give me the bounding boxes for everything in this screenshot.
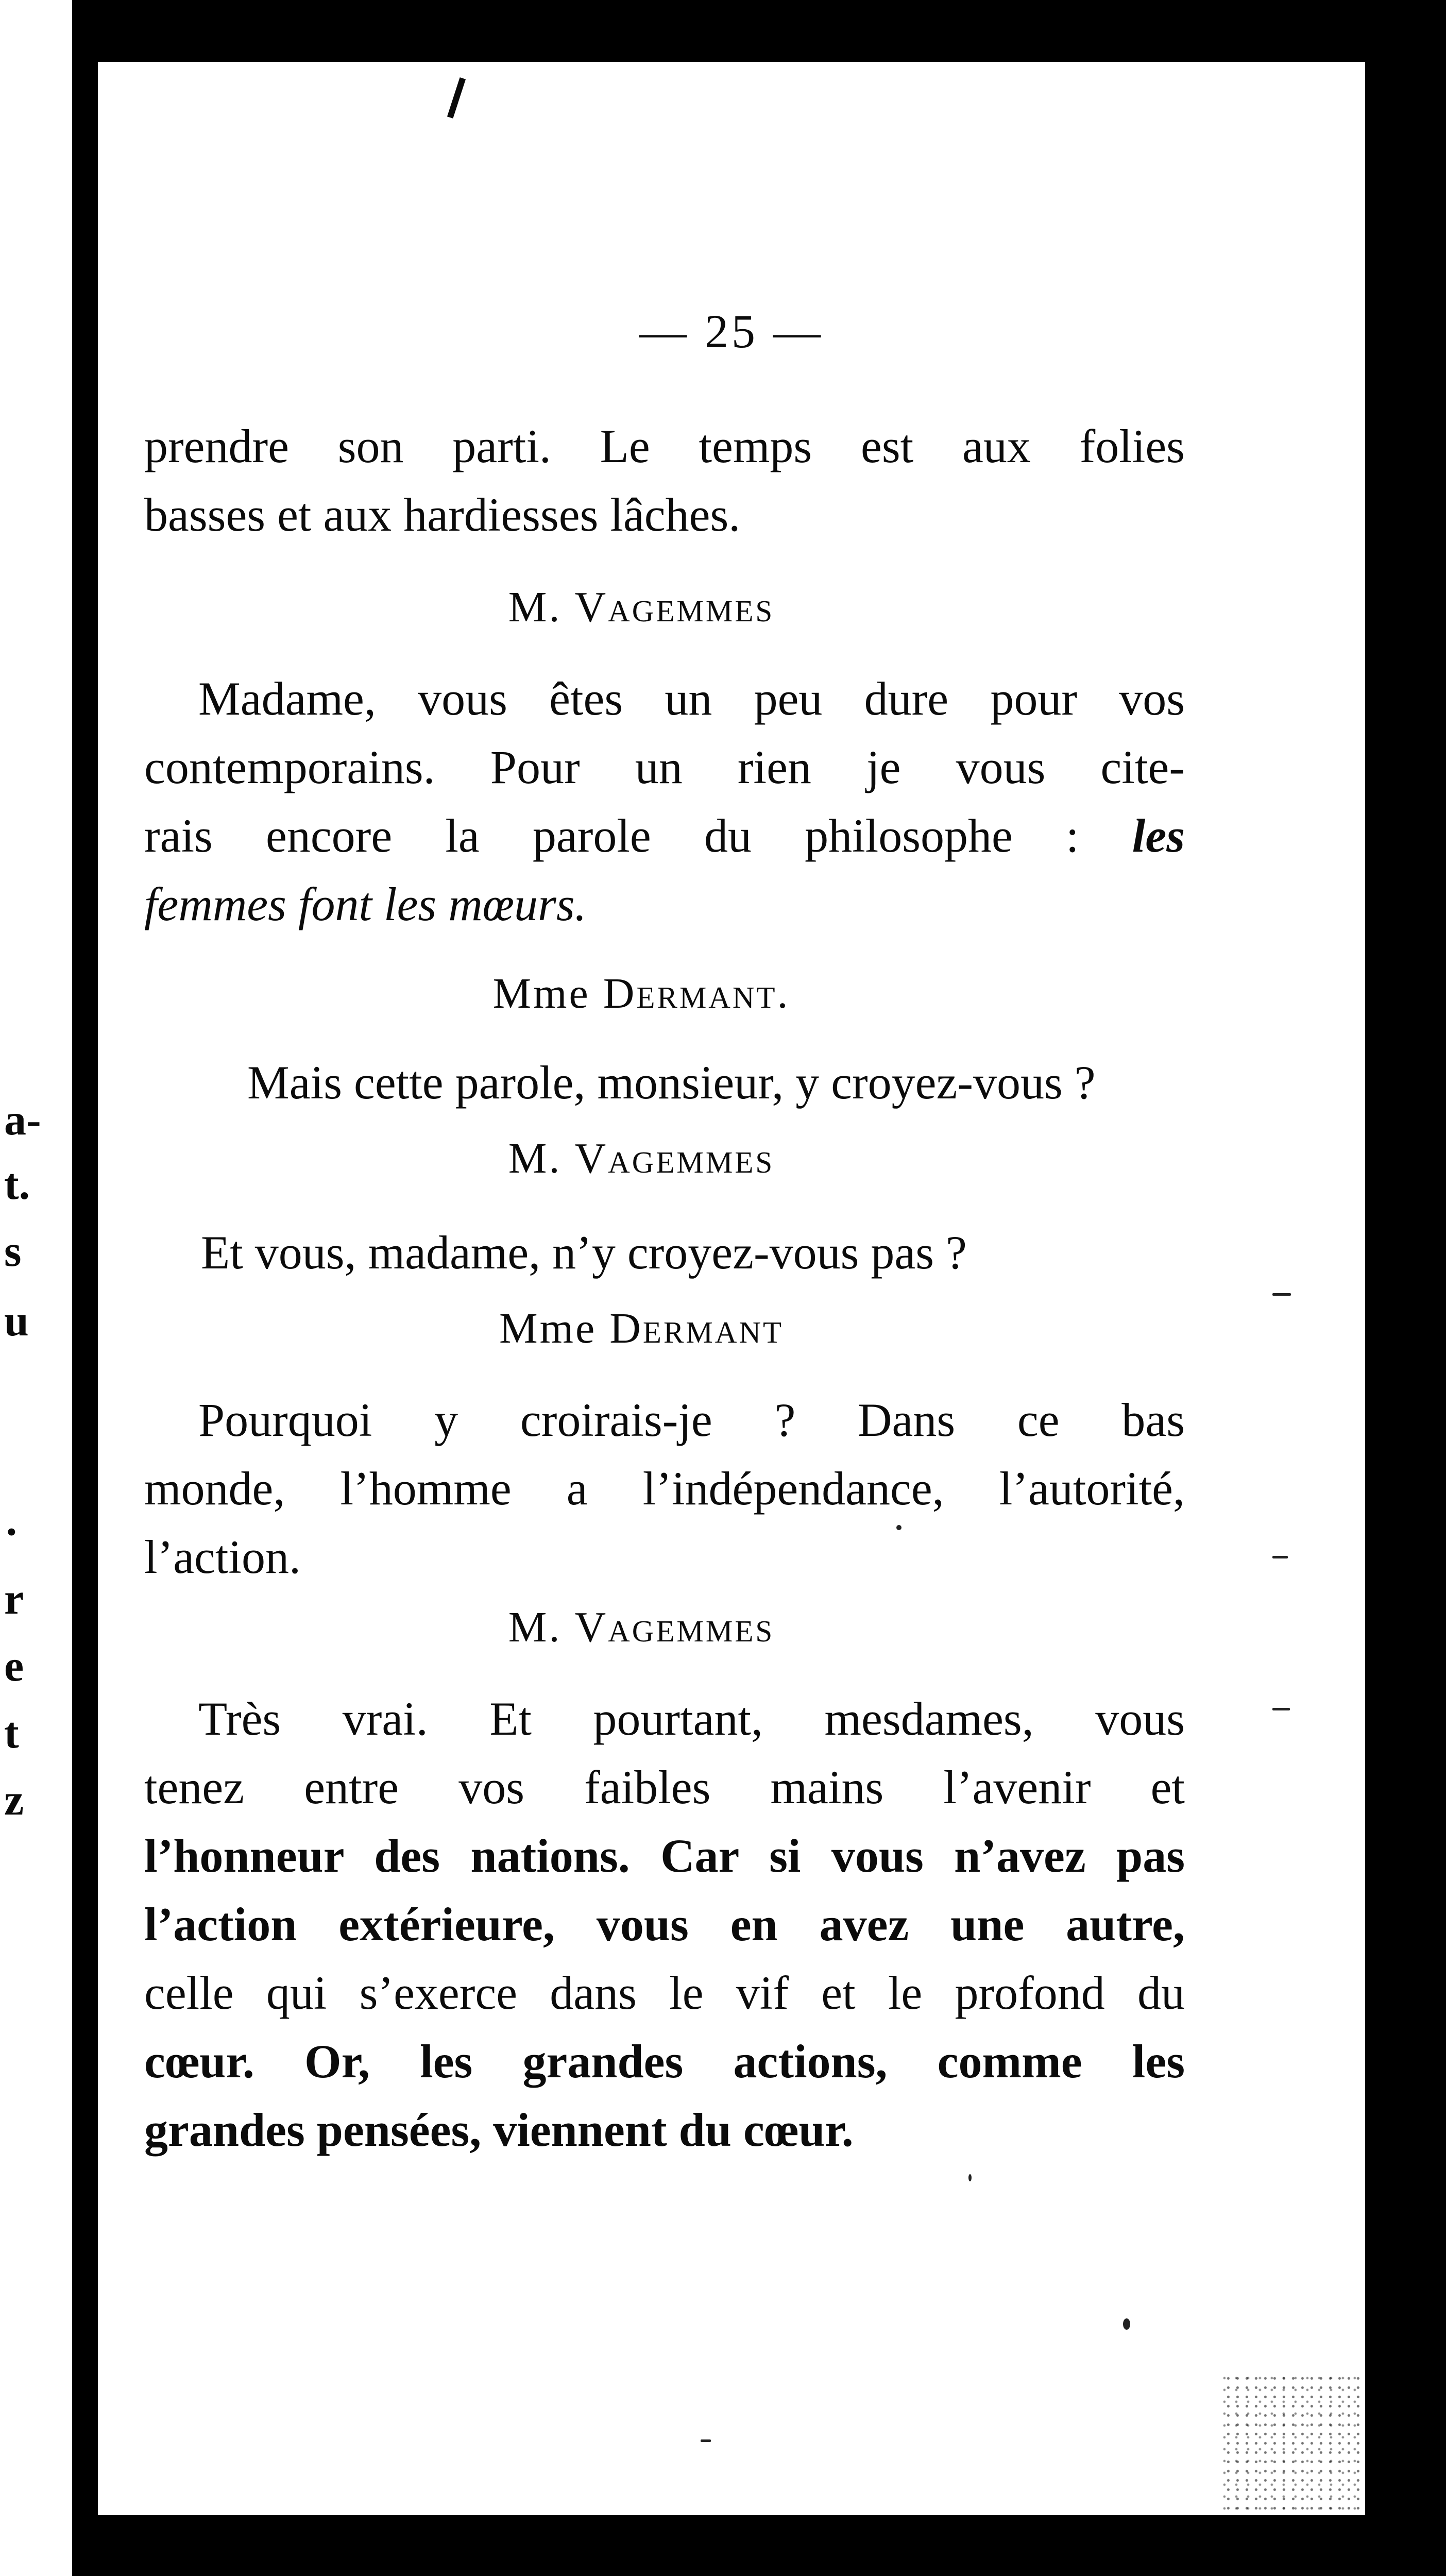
margin-fragment: r xyxy=(4,1574,24,1623)
paragraph xyxy=(144,1685,1185,2164)
speaker-prefix: Mme xyxy=(499,1304,597,1352)
text-line: Madame, vous êtes un peu dure pour vos xyxy=(198,672,1185,725)
adjacent-page-edge xyxy=(0,0,72,2576)
margin-fragment: a- xyxy=(4,1095,41,1144)
paragraph xyxy=(144,665,1185,939)
text-line: l’action. xyxy=(144,1531,301,1583)
speaker-heading xyxy=(98,969,1185,1019)
paragraph xyxy=(144,1048,1185,1117)
scan-speckle xyxy=(968,2174,972,2181)
paragraph xyxy=(144,412,1185,549)
text-line: cœur. Or, les grandes actions, comme les xyxy=(144,2035,1185,2088)
scan-mark xyxy=(447,77,466,118)
scan-speckle xyxy=(896,1525,901,1530)
margin-fragment: e xyxy=(4,1641,24,1690)
paragraph xyxy=(144,1218,1185,1287)
speaker-name: Dermant. xyxy=(603,970,790,1018)
margin-fragment: t xyxy=(4,1708,19,1757)
speaker-prefix: Mme xyxy=(492,970,590,1018)
speaker-name: Vagemmes xyxy=(574,1603,775,1651)
margin-fragment: s xyxy=(4,1226,22,1276)
text-line: prendre son parti. Le temps est aux folies xyxy=(144,420,1185,472)
speaker-name: Vagemmes xyxy=(574,1134,775,1182)
scan-speckle xyxy=(701,2439,711,2442)
text-line: basses et aux hardiesses lâches. xyxy=(144,488,741,541)
scan-noise xyxy=(1221,2371,1365,2515)
italic-fragment: les xyxy=(1132,809,1185,862)
book-page xyxy=(98,62,1365,2515)
paragraph xyxy=(144,1386,1185,1591)
margin-fragment: · xyxy=(4,1507,19,1556)
text-fragment: rais encore la parole du philosophe : xyxy=(144,809,1079,862)
text-line: celle qui s’exerce dans le vif et le profond du xyxy=(144,1967,1185,2019)
text-line: grandes pensées, viennent du cœur. xyxy=(144,2104,854,2156)
text-line: Très vrai. Et pourtant, mesdames, vous xyxy=(198,1692,1185,1745)
italic-line: femmes font les mœurs. xyxy=(144,878,587,930)
text-line: tenez entre vos faibles mains l’avenir et xyxy=(144,1761,1185,1814)
speaker-heading xyxy=(98,1303,1185,1353)
text-line: Mais cette parole, monsieur, y croyez-vous ? xyxy=(247,1056,1096,1109)
margin-fragment: u xyxy=(4,1296,29,1345)
scan-speckle xyxy=(1272,1708,1290,1710)
speaker-heading xyxy=(98,1133,1185,1183)
scan-speckle xyxy=(1272,1556,1288,1558)
speaker-heading xyxy=(98,1602,1185,1652)
scan-speckle xyxy=(1272,1293,1291,1296)
text-line: l’honneur des nations. Car si vous n’avez pas xyxy=(144,1829,1185,1882)
speaker-heading xyxy=(98,582,1185,632)
text-line: monde, l’homme a l’indépendance, l’autorité, xyxy=(144,1462,1185,1515)
text-line xyxy=(144,802,1185,870)
speaker-prefix: M. xyxy=(508,1134,562,1182)
page-number: — 25 — xyxy=(639,305,824,358)
text-line: Pourquoi y croirais-je ? Dans ce bas xyxy=(198,1394,1185,1446)
speaker-prefix: M. xyxy=(508,1603,562,1651)
speaker-prefix: M. xyxy=(508,583,562,631)
margin-fragment: z xyxy=(4,1775,24,1824)
text-line: l’action extérieure, vous en avez une autre, xyxy=(144,1898,1185,1951)
speaker-name: Vagemmes xyxy=(574,583,775,631)
text-line: Et vous, madame, n’y croyez-vous pas ? xyxy=(201,1226,967,1279)
text-line: contemporains. Pour un rien je vous cite- xyxy=(144,741,1185,793)
margin-fragment: t. xyxy=(4,1159,30,1209)
scan-speckle xyxy=(1123,2318,1130,2330)
speaker-name: Dermant xyxy=(609,1304,784,1352)
